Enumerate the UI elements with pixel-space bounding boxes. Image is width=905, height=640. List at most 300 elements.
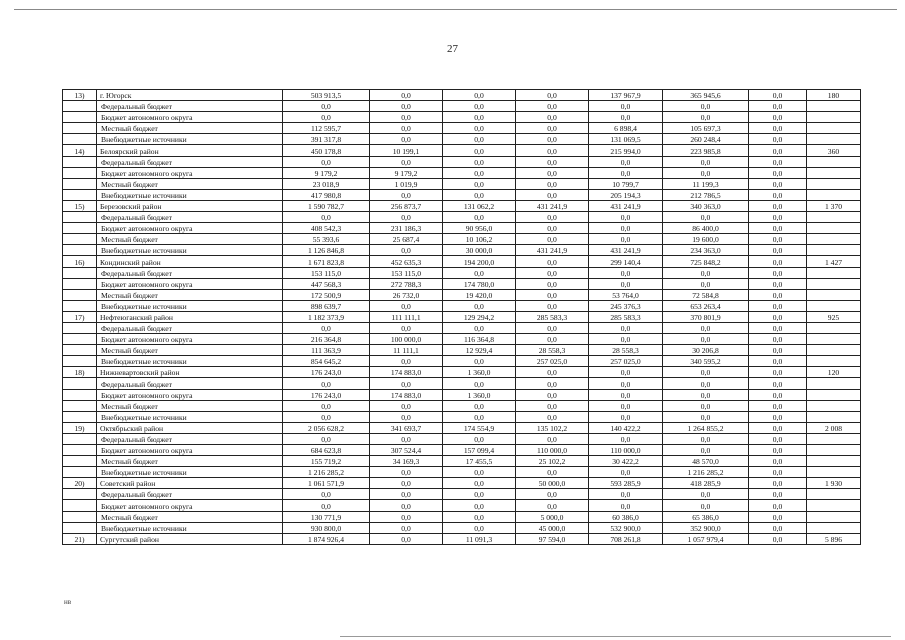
value-cell-col4: 0,0 [516,112,589,123]
value-cell-col4: 0,0 [516,378,589,389]
funding-source-name: Федеральный бюджет [97,101,283,112]
value-cell-col7: 0,0 [749,389,807,400]
value-cell-col3: 0,0 [443,101,516,112]
value-cell-col6: 19 600,0 [663,234,749,245]
value-cell-col2: 0,0 [370,189,443,200]
value-cell-col4: 0,0 [516,123,589,134]
funding-source-name: Местный бюджет [97,456,283,467]
page-number: 27 [447,43,458,55]
value-cell-col2: 0,0 [370,212,443,223]
value-cell-col3: 0,0 [443,167,516,178]
value-cell-col6: 365 945,6 [663,90,749,101]
value-cell-col2: 26 732,0 [370,289,443,300]
value-cell-col4: 0,0 [516,189,589,200]
budget-table [62,89,861,545]
value-cell-col4: 0,0 [516,156,589,167]
value-cell-col3: 11 091,3 [443,533,516,544]
district-name: Березовский район [97,200,283,211]
value-cell-col6: 30 206,8 [663,345,749,356]
value-cell-col3: 0,0 [443,178,516,189]
value-cell-col5: 6 898,4 [589,123,663,134]
row-index: 20) [63,478,97,489]
value-cell-col7: 0,0 [749,522,807,533]
table-row [63,167,861,178]
value-cell-col6: 0,0 [663,212,749,223]
value-cell-col4: 285 583,3 [516,311,589,322]
value-cell-col7: 0,0 [749,322,807,333]
value-cell-col2: 9 179,2 [370,167,443,178]
value-cell-col1: 9 179,2 [283,167,370,178]
value-cell-col5: 0,0 [589,489,663,500]
value-cell-col8 [807,223,861,234]
value-cell-col1: 130 771,9 [283,511,370,522]
value-cell-col4: 431 241,9 [516,200,589,211]
value-cell-col5: 215 994,0 [589,145,663,156]
row-index [63,123,97,134]
value-cell-col3: 30 000,0 [443,245,516,256]
value-cell-col8 [807,289,861,300]
value-cell-col5: 299 140,4 [589,256,663,267]
value-cell-col5: 0,0 [589,467,663,478]
table-row [63,322,861,333]
value-cell-col7: 0,0 [749,467,807,478]
value-cell-col6: 1 264 855,2 [663,422,749,433]
value-cell-col8 [807,234,861,245]
value-cell-col6: 0,0 [663,445,749,456]
value-cell-col4: 45 000,0 [516,522,589,533]
value-cell-col1: 176 243,0 [283,367,370,378]
value-cell-col6: 0,0 [663,500,749,511]
table-row [63,400,861,411]
table-row-district [63,533,861,544]
value-cell-col5: 257 025,0 [589,356,663,367]
value-cell-col2: 0,0 [370,489,443,500]
value-cell-col2: 34 169,3 [370,456,443,467]
value-cell-col1: 111 363,9 [283,345,370,356]
value-cell-col1: 0,0 [283,156,370,167]
value-cell-col1: 0,0 [283,489,370,500]
value-cell-col1: 503 913,5 [283,90,370,101]
value-cell-col7: 0,0 [749,223,807,234]
district-name: Нижневартовский район [97,367,283,378]
district-name: Октябрьский район [97,422,283,433]
value-cell-col1: 155 719,2 [283,456,370,467]
value-cell-col7: 0,0 [749,433,807,444]
row-index [63,156,97,167]
row-index [63,345,97,356]
row-index [63,500,97,511]
value-cell-col5: 60 386,0 [589,511,663,522]
value-cell-col8 [807,511,861,522]
value-cell-col4: 257 025,0 [516,356,589,367]
table-row [63,445,861,456]
value-cell-col6: 340 363,0 [663,200,749,211]
district-name: Белоярский район [97,145,283,156]
value-cell-col8 [807,245,861,256]
value-cell-col7: 0,0 [749,178,807,189]
value-cell-col6: 0,0 [663,367,749,378]
row-index: 17) [63,311,97,322]
row-index: 19) [63,422,97,433]
row-index [63,189,97,200]
value-cell-col4: 0,0 [516,500,589,511]
value-cell-col6: 725 848,2 [663,256,749,267]
table-row [63,356,861,367]
funding-source-name: Внебюджетные источники [97,189,283,200]
value-cell-col1: 0,0 [283,322,370,333]
value-cell-col5: 110 000,0 [589,445,663,456]
value-cell-col7: 0,0 [749,511,807,522]
funding-source-name: Местный бюджет [97,123,283,134]
funding-source-name: Внебюджетные источники [97,522,283,533]
table-row-district [63,256,861,267]
value-cell-col2: 111 111,1 [370,311,443,322]
row-index [63,489,97,500]
row-index: 14) [63,145,97,156]
value-cell-col7: 0,0 [749,134,807,145]
value-cell-col3: 129 294,2 [443,311,516,322]
funding-source-name: Федеральный бюджет [97,378,283,389]
value-cell-col6: 0,0 [663,389,749,400]
value-cell-col5: 0,0 [589,156,663,167]
value-cell-col2: 0,0 [370,411,443,422]
value-cell-col3: 157 099,4 [443,445,516,456]
value-cell-col3: 1 360,0 [443,389,516,400]
value-cell-col7: 0,0 [749,445,807,456]
value-cell-col4: 0,0 [516,267,589,278]
value-cell-col3: 0,0 [443,467,516,478]
value-cell-col7: 0,0 [749,234,807,245]
value-cell-col4: 0,0 [516,389,589,400]
value-cell-col5: 431 241,9 [589,200,663,211]
value-cell-col6: 11 199,3 [663,178,749,189]
row-index [63,167,97,178]
value-cell-col7: 0,0 [749,256,807,267]
table-row [63,467,861,478]
value-cell-col7: 0,0 [749,289,807,300]
value-cell-col3: 174 554,9 [443,422,516,433]
value-cell-col4: 0,0 [516,212,589,223]
value-cell-col8 [807,278,861,289]
row-index [63,389,97,400]
value-cell-col2: 10 199,1 [370,145,443,156]
row-index [63,300,97,311]
table-row [63,189,861,200]
value-cell-col3: 0,0 [443,212,516,223]
value-cell-col5: 245 376,3 [589,300,663,311]
value-cell-col6: 0,0 [663,489,749,500]
value-cell-col2: 231 186,3 [370,223,443,234]
value-cell-col5: 431 241,9 [589,245,663,256]
table-row [63,389,861,400]
row-index [63,433,97,444]
value-cell-col4: 5 000,0 [516,511,589,522]
value-cell-col8 [807,489,861,500]
value-cell-col3: 0,0 [443,433,516,444]
value-cell-col4: 0,0 [516,322,589,333]
value-cell-col5: 593 285,9 [589,478,663,489]
value-cell-col4: 0,0 [516,411,589,422]
value-cell-col2: 0,0 [370,356,443,367]
value-cell-col6: 48 570,0 [663,456,749,467]
value-cell-col3: 90 956,0 [443,223,516,234]
value-cell-col8 [807,112,861,123]
funding-source-name: Внебюджетные источники [97,245,283,256]
table-row-district [63,422,861,433]
table-row [63,112,861,123]
value-cell-col5: 708 261,8 [589,533,663,544]
value-cell-col5: 131 069,5 [589,134,663,145]
funding-source-name: Местный бюджет [97,234,283,245]
value-cell-col4: 50 000,0 [516,478,589,489]
value-cell-col7: 0,0 [749,489,807,500]
value-cell-col3: 0,0 [443,378,516,389]
value-cell-col1: 216 364,8 [283,334,370,345]
value-cell-col8 [807,411,861,422]
value-cell-col8 [807,322,861,333]
value-cell-col2: 1 019,9 [370,178,443,189]
value-cell-col8 [807,467,861,478]
value-cell-col8: 1 370 [807,200,861,211]
value-cell-col4: 0,0 [516,300,589,311]
table-row-district [63,90,861,101]
value-cell-col4: 431 241,9 [516,245,589,256]
value-cell-col1: 2 056 628,2 [283,422,370,433]
table-row [63,223,861,234]
value-cell-col8 [807,178,861,189]
value-cell-col1: 391 317,8 [283,134,370,145]
table-row [63,234,861,245]
table-row [63,267,861,278]
value-cell-col7: 0,0 [749,422,807,433]
value-cell-col1: 1 874 926,4 [283,533,370,544]
value-cell-col4: 0,0 [516,178,589,189]
table-row [63,134,861,145]
value-cell-col7: 0,0 [749,334,807,345]
value-cell-col4: 0,0 [516,400,589,411]
value-cell-col6: 0,0 [663,278,749,289]
value-cell-col5: 0,0 [589,334,663,345]
value-cell-col2: 256 873,7 [370,200,443,211]
value-cell-col5: 0,0 [589,411,663,422]
table-row [63,289,861,300]
value-cell-col3: 0,0 [443,511,516,522]
table-row [63,345,861,356]
value-cell-col1: 0,0 [283,411,370,422]
funding-source-name: Местный бюджет [97,345,283,356]
value-cell-col8 [807,433,861,444]
value-cell-col6: 105 697,3 [663,123,749,134]
value-cell-col5: 0,0 [589,278,663,289]
value-cell-col6: 0,0 [663,322,749,333]
value-cell-col8: 1 427 [807,256,861,267]
value-cell-col7: 0,0 [749,189,807,200]
value-cell-col2: 11 111,1 [370,345,443,356]
value-cell-col3: 0,0 [443,267,516,278]
funding-source-name: Федеральный бюджет [97,212,283,223]
row-index [63,356,97,367]
value-cell-col1: 0,0 [283,112,370,123]
value-cell-col7: 0,0 [749,478,807,489]
value-cell-col7: 0,0 [749,245,807,256]
value-cell-col4: 97 594,0 [516,533,589,544]
bottom-scan-rule [340,636,891,637]
value-cell-col5: 140 422,2 [589,422,663,433]
value-cell-col8: 925 [807,311,861,322]
table-row [63,489,861,500]
table-body [63,90,861,545]
district-name: Кондинский район [97,256,283,267]
value-cell-col7: 0,0 [749,500,807,511]
value-cell-col4: 0,0 [516,367,589,378]
value-cell-col7: 0,0 [749,167,807,178]
district-name: Нефтеюганский район [97,311,283,322]
value-cell-col3: 0,0 [443,489,516,500]
value-cell-col3: 17 455,5 [443,456,516,467]
value-cell-col8: 1 930 [807,478,861,489]
row-index: 16) [63,256,97,267]
value-cell-col5: 53 764,0 [589,289,663,300]
value-cell-col7: 0,0 [749,311,807,322]
value-cell-col2: 153 115,0 [370,267,443,278]
value-cell-col2: 341 693,7 [370,422,443,433]
value-cell-col3: 0,0 [443,400,516,411]
value-cell-col3: 0,0 [443,411,516,422]
value-cell-col3: 0,0 [443,112,516,123]
value-cell-col4: 0,0 [516,489,589,500]
value-cell-col3: 0,0 [443,156,516,167]
value-cell-col2: 0,0 [370,467,443,478]
value-cell-col3: 19 420,0 [443,289,516,300]
value-cell-col4: 25 102,2 [516,456,589,467]
value-cell-col8: 180 [807,90,861,101]
value-cell-col4: 0,0 [516,167,589,178]
value-cell-col8 [807,345,861,356]
value-cell-col1: 450 178,8 [283,145,370,156]
row-index [63,522,97,533]
value-cell-col1: 112 595,7 [283,123,370,134]
value-cell-col4: 0,0 [516,223,589,234]
row-index: 13) [63,90,97,101]
district-name: г. Югорск [97,90,283,101]
value-cell-col8: 120 [807,367,861,378]
table-row [63,378,861,389]
value-cell-col6: 370 801,9 [663,311,749,322]
value-cell-col7: 0,0 [749,456,807,467]
value-cell-col5: 0,0 [589,378,663,389]
value-cell-col8 [807,156,861,167]
table-row [63,511,861,522]
value-cell-col5: 0,0 [589,367,663,378]
value-cell-col1: 447 568,3 [283,278,370,289]
value-cell-col8 [807,334,861,345]
row-index [63,212,97,223]
value-cell-col6: 0,0 [663,411,749,422]
value-cell-col3: 1 360,0 [443,367,516,378]
value-cell-col4: 28 558,3 [516,345,589,356]
value-cell-col1: 55 393,6 [283,234,370,245]
funding-source-name: Федеральный бюджет [97,267,283,278]
value-cell-col2: 0,0 [370,123,443,134]
value-cell-col1: 1 061 571,9 [283,478,370,489]
value-cell-col5: 0,0 [589,322,663,333]
value-cell-col3: 0,0 [443,356,516,367]
value-cell-col8 [807,500,861,511]
value-cell-col1: 408 542,3 [283,223,370,234]
value-cell-col6: 0,0 [663,101,749,112]
value-cell-col5: 0,0 [589,389,663,400]
row-index [63,245,97,256]
value-cell-col1: 176 243,0 [283,389,370,400]
row-index [63,467,97,478]
table-row [63,156,861,167]
value-cell-col5: 137 967,9 [589,90,663,101]
value-cell-col8 [807,356,861,367]
funding-source-name: Бюджет автономного округа [97,112,283,123]
value-cell-col1: 0,0 [283,433,370,444]
value-cell-col5: 28 558,3 [589,345,663,356]
value-cell-col8 [807,389,861,400]
funding-source-name: Федеральный бюджет [97,322,283,333]
value-cell-col3: 0,0 [443,90,516,101]
funding-source-name: Внебюджетные источники [97,411,283,422]
value-cell-col3: 131 062,2 [443,200,516,211]
value-cell-col8 [807,212,861,223]
value-cell-col8 [807,123,861,134]
value-cell-col1: 172 500,9 [283,289,370,300]
value-cell-col1: 0,0 [283,400,370,411]
value-cell-col1: 417 980,8 [283,189,370,200]
value-cell-col2: 0,0 [370,245,443,256]
value-cell-col2: 0,0 [370,433,443,444]
value-cell-col5: 0,0 [589,112,663,123]
row-index [63,400,97,411]
value-cell-col6: 352 900,0 [663,522,749,533]
funding-source-name: Внебюджетные источники [97,467,283,478]
value-cell-col2: 0,0 [370,511,443,522]
value-cell-col7: 0,0 [749,112,807,123]
value-cell-col5: 0,0 [589,267,663,278]
value-cell-col4: 0,0 [516,278,589,289]
funding-source-name: Местный бюджет [97,400,283,411]
value-cell-col2: 0,0 [370,522,443,533]
value-cell-col1: 1 671 823,8 [283,256,370,267]
value-cell-col1: 930 800,0 [283,522,370,533]
row-index [63,445,97,456]
funding-source-name: Внебюджетные источники [97,356,283,367]
funding-source-name: Бюджет автономного округа [97,389,283,400]
district-name: Советский район [97,478,283,489]
top-scan-rule [14,9,897,10]
value-cell-col8 [807,378,861,389]
value-cell-col1: 1 590 782,7 [283,200,370,211]
row-index [63,101,97,112]
value-cell-col2: 0,0 [370,500,443,511]
row-index [63,234,97,245]
value-cell-col4: 0,0 [516,334,589,345]
value-cell-col8 [807,134,861,145]
value-cell-col7: 0,0 [749,278,807,289]
funding-source-name: Бюджет автономного округа [97,278,283,289]
row-index [63,223,97,234]
value-cell-col1: 0,0 [283,212,370,223]
row-index [63,322,97,333]
funding-source-name: Внебюджетные источники [97,134,283,145]
table-row [63,522,861,533]
value-cell-col7: 0,0 [749,400,807,411]
value-cell-col5: 0,0 [589,234,663,245]
table-row [63,178,861,189]
